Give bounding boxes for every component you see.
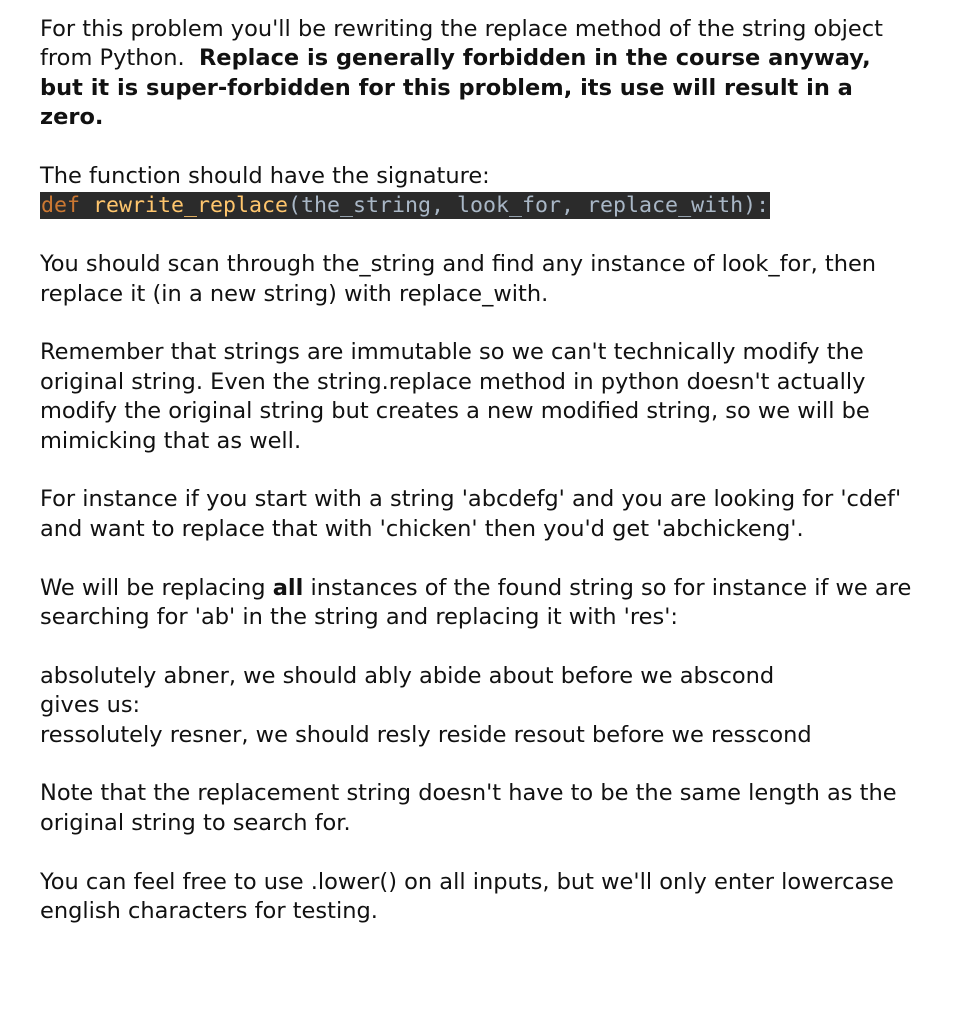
all-emphasis: all — [272, 574, 304, 601]
scan-paragraph: You should scan through the_string and find any instance of look_for, then replace it (in a new string) with replace_with. — [40, 251, 877, 307]
signature-label: The function should have the signature: — [40, 163, 490, 190]
def-keyword: def — [41, 193, 81, 219]
all-instances-before: We will be replacing — [40, 574, 266, 601]
all-instances-paragraph — [40, 574, 920, 633]
function-name: rewrite_replace — [93, 193, 289, 219]
intro-text: For this problem you'll be rewriting the replace method of the string object from Python. — [40, 16, 883, 72]
forbidden-warning: Replace is generally forbidden in the course anyway, but it is super-forbidden for this problem, its use will result in a zero. — [40, 45, 871, 131]
example-paragraph — [40, 662, 920, 750]
all-instances-after: instances of the found string so for instance if we are searching for 'ab' in the string and replacing it with 'res': — [40, 574, 912, 631]
function-signature-code — [40, 192, 770, 219]
intro-paragraph — [40, 15, 920, 133]
example-input: absolutely abner, we should ably abide about before we abscond — [40, 662, 775, 689]
instance-paragraph: For instance if you start with a string 'abcdefg' and you are looking for 'cdef' and want to replace that with 'chicken' then you'd get 'abchickeng'. — [40, 486, 902, 542]
problem-description — [40, 15, 920, 956]
example-gives: gives us: — [40, 692, 141, 719]
function-params: (the_string, look_for, replace_with): — [288, 193, 770, 219]
lower-paragraph: You can feel free to use .lower() on all inputs, but we'll only enter lowercase english characters for testing. — [40, 868, 894, 925]
immutable-paragraph: Remember that strings are immutable so we can't technically modify the original string. Even the string.replace method in python doesn't actually modify the original string but creates a new modified string, so we will be mimicking that as well. — [40, 339, 870, 454]
example-output: ressolutely resner, we should resly reside resout before we resscond — [40, 721, 812, 748]
note-paragraph: Note that the replacement string doesn't have to be the same length as the original string to search for. — [40, 780, 897, 836]
signature-paragraph — [40, 162, 920, 221]
